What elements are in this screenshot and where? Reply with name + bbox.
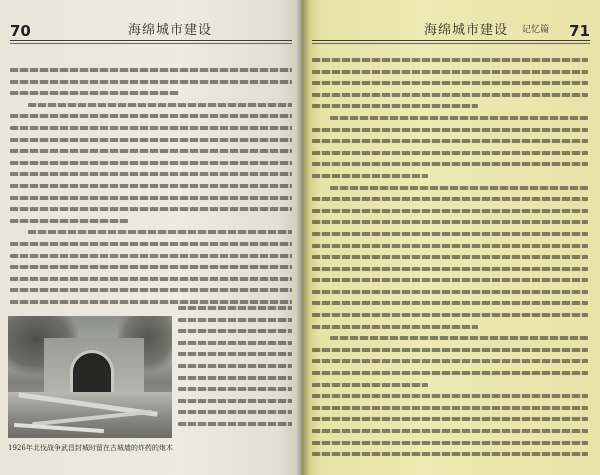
text-line: [10, 277, 292, 281]
text-line: [312, 359, 588, 363]
text-line: [10, 161, 292, 165]
text-line: [312, 313, 588, 317]
text-line: [312, 452, 588, 456]
text-line: [312, 197, 588, 201]
left-page-number: 70: [10, 22, 31, 40]
text-line: [312, 93, 588, 97]
text-line: [178, 387, 292, 391]
text-line: [10, 254, 292, 258]
right-page-header: [312, 18, 590, 48]
text-line: [312, 81, 588, 85]
text-line: [10, 68, 292, 72]
left-body-text: [10, 68, 292, 311]
text-line: [312, 58, 588, 62]
text-line: [312, 104, 478, 108]
text-line: [330, 186, 588, 190]
text-line: [312, 383, 428, 387]
text-line: [178, 329, 292, 333]
right-body-text: [312, 58, 588, 464]
photo-caption: 1926年北伐战争武昌封城时留在古城墙的炸药的炮木: [8, 444, 173, 452]
text-line: [312, 441, 588, 445]
text-line: [10, 300, 292, 304]
right-page-number: 71: [569, 22, 590, 40]
header-rule-secondary: [10, 43, 292, 44]
text-line: [10, 184, 292, 188]
text-line: [178, 318, 292, 322]
text-line: [312, 301, 588, 305]
text-line: [178, 376, 292, 380]
left-page-header: [10, 18, 292, 48]
text-line: [312, 139, 588, 143]
text-line: [312, 406, 588, 410]
text-line: [312, 162, 588, 166]
text-line: [178, 410, 292, 414]
text-line: [10, 114, 292, 118]
text-line: [312, 232, 588, 236]
section-label: 记忆篇: [522, 25, 550, 35]
text-line: [10, 80, 292, 84]
header-rule: [10, 40, 292, 41]
header-rule: [312, 40, 590, 41]
right-running-title: 海绵城市建设: [424, 23, 509, 38]
left-wrapped-text: [178, 306, 292, 434]
text-line: [312, 244, 588, 248]
text-line: [178, 352, 292, 356]
text-line: [312, 371, 588, 375]
header-rule-secondary: [312, 43, 590, 44]
text-line: [312, 394, 588, 398]
text-line: [312, 278, 588, 282]
text-line: [312, 429, 588, 433]
left-running-title: 海绵城市建设: [128, 23, 213, 38]
text-line: [330, 116, 588, 120]
text-line: [178, 399, 292, 403]
text-line: [178, 422, 292, 426]
book-gutter: [296, 0, 310, 475]
text-line: [10, 149, 292, 153]
text-line: [312, 70, 588, 74]
text-line: [330, 336, 588, 340]
text-line: [312, 267, 588, 271]
text-line: [10, 172, 292, 176]
text-line: [312, 348, 588, 352]
text-line: [312, 151, 588, 155]
text-line: [10, 91, 179, 95]
text-line: [312, 255, 588, 259]
text-line: [28, 103, 292, 107]
text-line: [312, 417, 588, 421]
text-line: [10, 196, 292, 200]
text-line: [178, 306, 292, 310]
text-line: [10, 138, 292, 142]
text-line: [312, 174, 428, 178]
text-line: [312, 220, 588, 224]
text-line: [10, 219, 128, 223]
text-line: [312, 128, 588, 132]
text-line: [10, 242, 292, 246]
text-line: [10, 207, 292, 211]
text-line: [312, 290, 588, 294]
tunnel-arch: [70, 350, 114, 392]
text-line: [10, 265, 292, 269]
text-line: [312, 325, 478, 329]
text-line: [178, 341, 292, 345]
text-line: [312, 209, 588, 213]
city-wall-tunnel-photo: [8, 316, 172, 438]
text-line: [28, 230, 292, 234]
right-page: [302, 0, 600, 475]
text-line: [10, 126, 292, 130]
text-line: [178, 364, 292, 368]
text-line: [10, 288, 292, 292]
